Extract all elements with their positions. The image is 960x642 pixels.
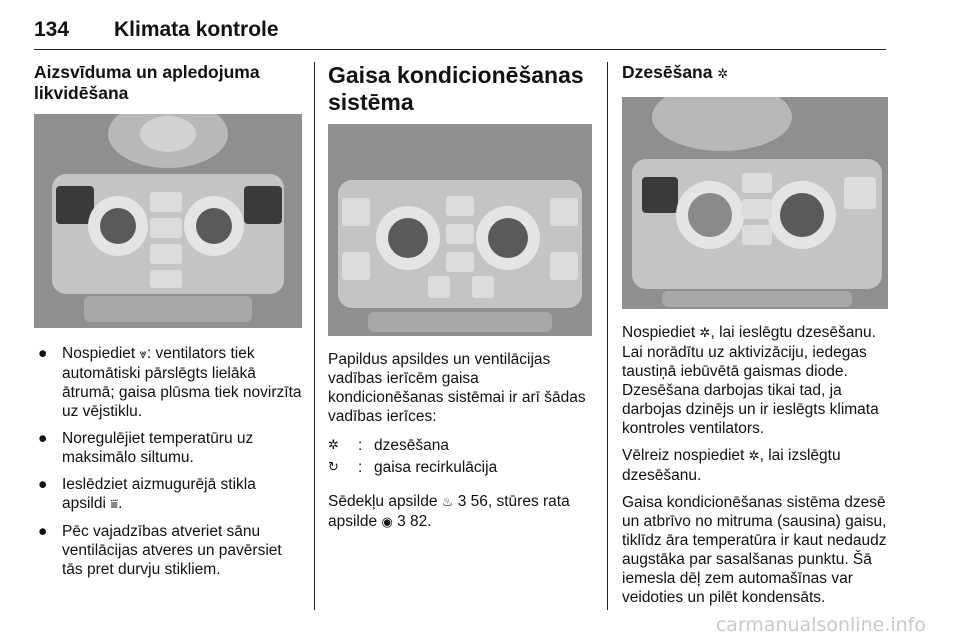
cooling-icon: ✲ [748,449,760,464]
column-defog [34,62,302,587]
cooling-on-text: Nospiediet ✲, lai ieslēgtu dzesēšanu. Lai norādītu uz aktivizāciju, iedegas taustiņā iebūvētā gaismas diode. Dzesēšana darbojas tikai tad, ja darbojas dzinējs un ir ieslēgts klimata kontroles ventilators. [622,324,879,437]
cooling-icon: ✲ [699,326,711,341]
column-divider [314,62,315,610]
steering-wheel-heating-icon: ◉ [381,515,393,530]
chapter-title: Klimata kontrole [114,18,279,41]
cooling-off-text: Vēlreiz nospiediet ✲, lai izslēgtu dzesēšanu. [622,447,841,484]
page-number: 134 [34,18,70,41]
section-heading-aircon: Gaisa kondicionēšanas sistēma [328,62,584,115]
definition-row: ✲ : dzesēšana [328,437,449,454]
column-divider [607,62,608,610]
column-cooling [622,62,888,607]
cooling-icon: ✲ [717,67,729,82]
page-header [34,14,886,50]
recirculation-icon: ↻ [328,460,339,475]
list-item: ● Nospiediet ⩔: ventilators tiek automātiski pārslēgts lielākā ātrumā; gaisa plūsma tiek novirzīta uz vējstiklu. [38,345,302,420]
seat-heating-icon: ♨ [441,495,454,510]
list-item: ● Pēc vajadzības atveriet sānu ventilācijas atveres un pavērsiet tās pret durvju stikliem. [38,523,282,578]
list-item: ● Ieslēdziet aizmugurējā stikla apsildi ⩸. [38,476,256,512]
cooling-icon: ✲ [328,438,339,453]
page-ref-link[interactable]: 3 56 [457,493,488,510]
control-panel-photo-1 [34,114,302,328]
aircon-explanation: Gaisa kondicionēšanas sistēma dzesē un atbrīvo no mitruma (sausina) gaisu, tiklīdz āra temperatūra ir kaut nedaudz augstāka par sasalšanas punktu. Šā iemesla dēļ zem automašīnas var veidoties un pilēt kondensāts. [622,494,887,606]
control-panel-photo-2 [328,124,592,336]
defog-steps-list [34,344,302,579]
column-aircon [328,62,592,532]
section-heading-defog: Aizsvīduma un apledojuma likvidēšana [34,62,260,103]
definition-row: ↻ : gaisa recirkulācija [328,459,498,476]
rear-window-heater-icon: ⩸ [110,497,119,512]
watermark: carmanualsonline.info [715,614,926,636]
section-heading-cooling: Dzesēšana ✲ [622,62,729,82]
control-definitions [328,436,592,478]
control-panel-photo-3 [622,97,888,309]
windscreen-defrost-icon: ⩔ [139,347,147,362]
page-ref-link[interactable]: 3 82 [397,513,428,530]
list-item: ● Noregulējiet temperatūru uz maksimālo siltumu. [38,430,254,466]
cross-reference: Sēdekļu apsilde ♨ 3 56, stūres rata apsilde ◉ 3 82. [328,493,570,530]
aircon-intro: Papildus apsildes un ventilācijas vadības ierīcēm gaisa kondicionēšanas sistēmai ir arī šādas vadības ierīces: [328,351,586,425]
